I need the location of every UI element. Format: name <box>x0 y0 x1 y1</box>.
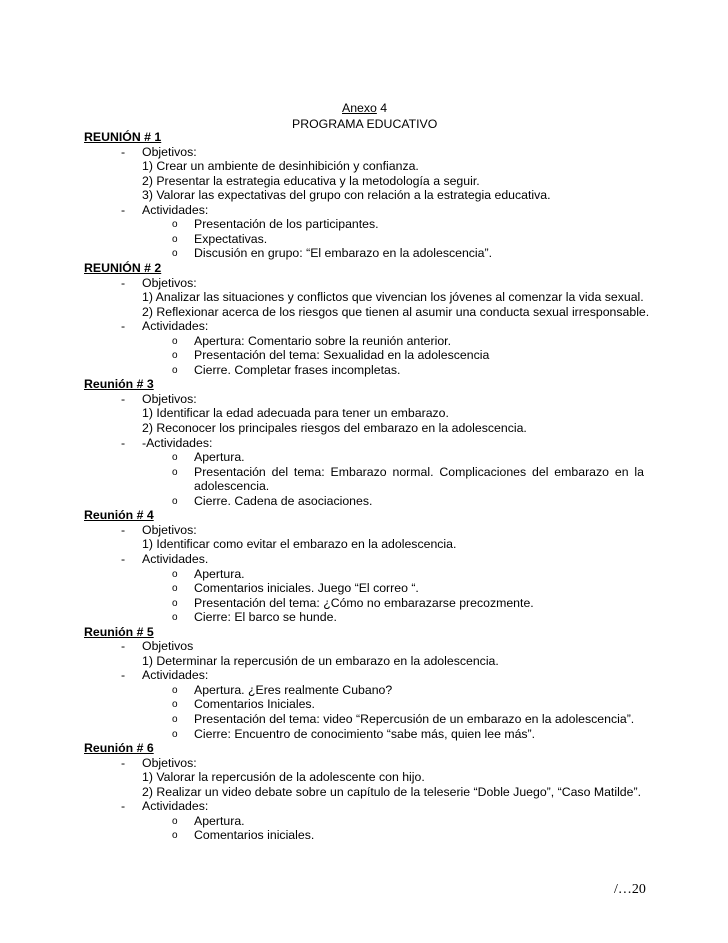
numbered-item: 1) Identificar como evitar el embarazo en la adolescencia. <box>142 537 457 552</box>
page-number: /…20 <box>614 882 646 897</box>
activity-item: Comentarios Iniciales. <box>194 697 315 712</box>
bullet-icon: o <box>172 364 178 376</box>
meeting-heading: REUNIÓN # 1 <box>84 130 162 144</box>
activity-item: Presentación del tema: video “Repercusión de un embarazo en la adolescencia”. <box>194 712 635 726</box>
activity-item: Presentación del tema: Embarazo normal. Complicaciones del embarazo en la <box>194 464 644 479</box>
activity-item: Comentarios iniciales. Juego “El correo “. <box>194 581 419 596</box>
dash-marker: - <box>121 639 126 654</box>
dash-marker: - <box>121 319 126 334</box>
activity-item: Cierre. Cadena de asociaciones. <box>194 493 373 508</box>
section-label: Objetivos: <box>142 755 197 770</box>
bullet-icon: o <box>172 233 178 245</box>
bullet-icon: o <box>172 248 178 260</box>
activity-item: Apertura. <box>194 813 245 828</box>
numbered-item: 1) Analizar las situaciones y conflictos que vivencian los jóvenes al comenzar la vida sexual. <box>142 290 644 305</box>
section-label: Objetivos: <box>142 144 197 159</box>
dash-marker: - <box>121 275 126 290</box>
section-label: Objetivos <box>142 639 194 654</box>
activity-item: Apertura. <box>194 450 245 465</box>
bullet-icon: o <box>172 728 178 740</box>
program-title: PROGRAMA EDUCATIVO <box>292 117 438 131</box>
activity-item: Apertura. ¿Eres realmente Cubano? <box>194 682 393 697</box>
numbered-item: 2) Reconocer los principales riesgos del embarazo en la adolescencia. <box>142 421 527 435</box>
bullet-icon: o <box>172 568 178 580</box>
numbered-item: 1) Identificar la edad adecuada para tener un embarazo. <box>142 406 449 421</box>
numbered-item: 2) Realizar un video debate sobre un capítulo de la teleserie “Doble Juego”, “Caso Matilde”. <box>142 784 641 799</box>
meeting-heading: Reunión # 5 <box>84 624 154 639</box>
bullet-icon: o <box>172 495 178 507</box>
bullet-icon: o <box>172 684 178 696</box>
dash-marker: - <box>121 668 126 683</box>
meeting-heading: Reunión # 3 <box>84 377 154 392</box>
bullet-icon: o <box>172 597 178 609</box>
bullet-icon: o <box>172 714 178 725</box>
numbered-item: 2) Presentar la estrategia educativa y la metodología a seguir. <box>142 173 480 188</box>
activity-item: Apertura: Comentario sobre la reunión anterior. <box>194 333 452 348</box>
dash-marker: - <box>121 551 126 566</box>
activity-item: Presentación de los participantes. <box>194 217 379 232</box>
bullet-icon: o <box>172 612 178 624</box>
activity-item: Apertura. <box>194 566 245 581</box>
section-label: Objetivos: <box>142 275 197 290</box>
section-label: Actividades: <box>142 202 209 217</box>
dash-marker: - <box>121 144 126 159</box>
numbered-item: 1) Valorar la repercusión de la adolescente con hijo. <box>142 770 425 785</box>
dash-marker: - <box>121 755 126 770</box>
bullet-icon: o <box>172 699 178 711</box>
activity-item: Presentación del tema: Sexualidad en la adolescencia <box>194 348 490 363</box>
annex-label: Anexo 4 <box>342 101 388 115</box>
bullet-icon: o <box>172 815 178 827</box>
section-label: -Actividades: <box>142 435 213 450</box>
section-label: Objetivos: <box>142 391 197 406</box>
activity-item: Presentación del tema: ¿Cómo no embarazarse precozmente. <box>194 595 534 610</box>
section-label: Actividades: <box>142 668 209 683</box>
numbered-item: 1) Crear un ambiente de desinhibición y confianza. <box>142 159 419 174</box>
numbered-item: 2) Reflexionar acerca de los riesgos que tienen al asumir una conducta sexual irresponsable. <box>142 304 650 319</box>
dash-marker: - <box>121 202 126 217</box>
section-label: Actividades. <box>142 551 209 566</box>
section-label: Actividades: <box>142 799 209 814</box>
activity-item: Cierre. Completar frases incompletas. <box>194 362 401 377</box>
section-label: Objetivos: <box>142 522 197 537</box>
bullet-icon: o <box>172 219 178 231</box>
bullet-icon: o <box>172 830 178 842</box>
meeting-heading: Reunión # 6 <box>84 741 154 756</box>
activity-item: Expectativas. <box>194 231 268 246</box>
dash-marker: - <box>121 391 126 406</box>
activity-item: Cierre: Encuentro de conocimiento “sabe más, quien lee más”. <box>194 726 536 741</box>
section-label: Actividades: <box>142 319 209 334</box>
activity-item: Cierre: El barco se hunde. <box>194 610 337 625</box>
activity-item: Comentarios iniciales. <box>194 828 315 843</box>
numbered-item: 1) Determinar la repercusión de un embarazo en la adolescencia. <box>142 653 499 668</box>
dash-marker: - <box>121 799 126 814</box>
activity-item-continuation: adolescencia. <box>194 479 270 494</box>
meeting-heading: REUNIÓN # 2 <box>84 260 162 275</box>
numbered-item: 3) Valorar las expectativas del grupo con relación a la estrategia educativa. <box>142 188 551 203</box>
bullet-icon: o <box>172 583 178 595</box>
activity-item: Discusión en grupo: “El embarazo en la adolescencia”. <box>194 246 493 261</box>
bullet-icon: o <box>172 452 178 464</box>
dash-marker: - <box>121 522 126 537</box>
bullet-icon: o <box>172 350 178 362</box>
bullet-icon: o <box>172 335 178 347</box>
bullet-icon: o <box>172 466 178 478</box>
dash-marker: - <box>121 435 126 450</box>
meeting-heading: Reunión # 4 <box>84 508 154 523</box>
